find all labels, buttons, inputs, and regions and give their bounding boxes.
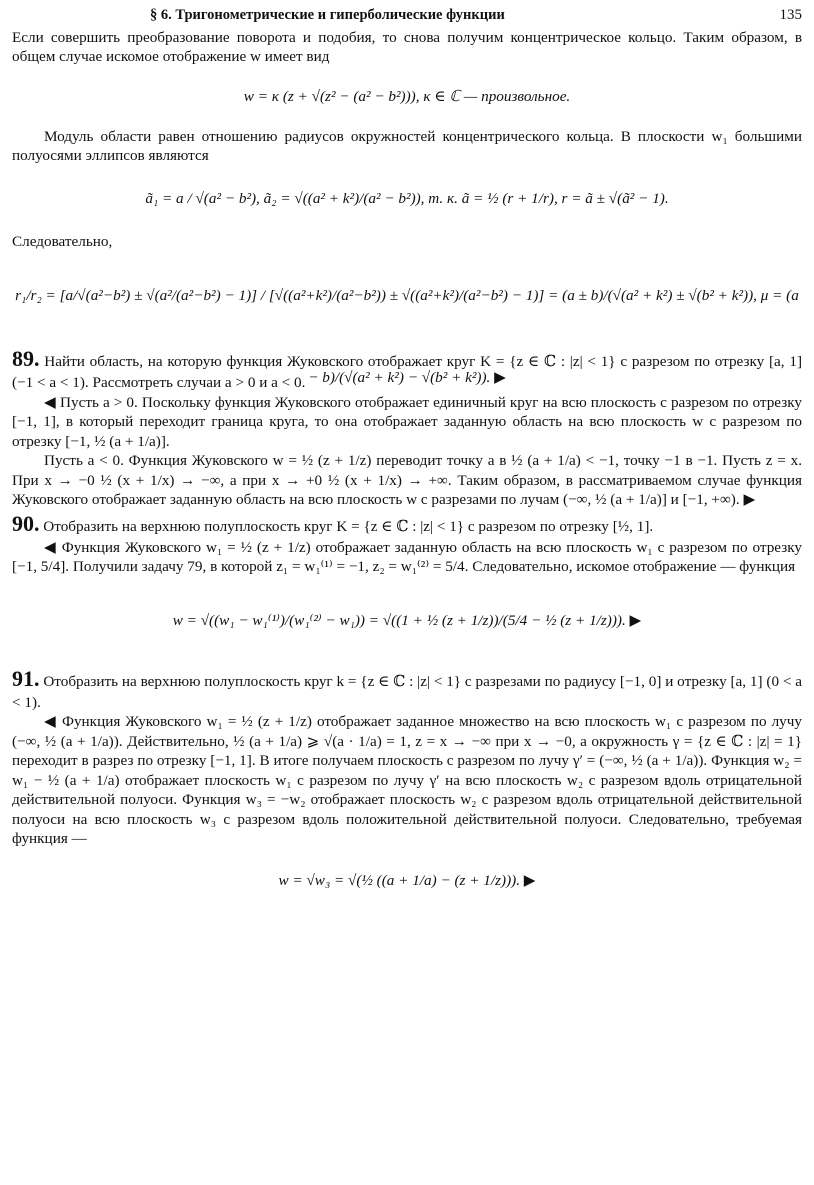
problem-91-text: Отобразить на верхнюю полуплоскость круг k = {z ∈ ℂ : |z| < 1} с разрезами по радиусу [−1, 0] и отрезку [a, 1] (0 < a < 1). <box>12 672 802 711</box>
problem-90-text: Отобразить на верхнюю полуплоскость круг K = {z ∈ ℂ : |z| < 1} с разрезом по отрезку [½, 1]. <box>43 517 654 535</box>
page <box>12 6 802 914</box>
page-number: 135 <box>779 7 802 23</box>
problem-90-statement <box>12 510 802 538</box>
formula-radius-ratio: r₁/r₂ = [a/√(a²−b²) ± √(a²/(a²−b²) − 1)] / [√((a²+k²)/(a²−b²)) ± √((a²+k²)/(a²−b²) − 1)] = (a ± b)/(√(a² + k²) ± √(b² + k²)), μ = (a − b)/(√(a² + k²) − √(b² + k²)). ▶ <box>15 287 799 387</box>
problem-90-solution: ◀ Функция Жуковского w₁ = ½ (z + 1/z) отображает заданную область на всю плоскость w₁ с разрезом по отрезку [−1, 5/4]. Получили задачу 79, в которой z₁ = w₁⁽¹⁾ = −1, z₂ = w₁⁽²⁾ = 5/4. Следовательно, искомое отображение — функция <box>12 538 802 576</box>
problem-89-number: 89. <box>12 346 40 372</box>
problem-91-statement <box>12 665 802 713</box>
formula-w-kappa: w = κ (z + √(z² − (a² − b²))), κ ∈ ℂ — произвольное. <box>243 87 571 105</box>
problem-89-solution-1: ◀ Пусть a > 0. Поскольку функция Жуковского отображает единичный круг на всю плоскость с разрезом по отрезку [−1, 1], в который переходит граница круга, то она отображает заданную область на всю плоскость w с разрезом по отрезку [−1, ½ (a + 1/a)]. <box>12 393 802 450</box>
problem-89-text: Найти область, на которую функция Жуковского отображает круг K = {z ∈ ℂ : |z| < 1} с разрезом по отрезку [a, 1] (−1 < a < 1). Рассмотреть случаи a > 0 и a < 0. <box>12 353 803 392</box>
problem-90-number: 90. <box>12 510 40 536</box>
problem-91-number: 91. <box>12 665 40 691</box>
intro-paragraph-1: Если совершить преобразование поворота и подобия, то снова получим концентрическое кольцо. Таким образом, в общем случае искомое отображение w имеет вид <box>12 29 802 66</box>
intro-paragraph-3: Следовательно, <box>12 232 113 250</box>
formula-problem-91: w = √w₃ = √(½ ((a + 1/a) − (z + 1/z))). ▶ <box>278 872 536 890</box>
formula-semiaxes: ã₁ = a / √(a² − b²), ã₂ = √((a² + k²)/(a² − b²)), т. к. ã = ½ (r + 1/r), r = ã ± √(ã² − 1). <box>145 189 669 207</box>
section-title: § 6. Тригонометрические и гиперболические функции <box>150 7 505 23</box>
problem-91-solution: ◀ Функция Жуковского w₁ = ½ (z + 1/z) отображает заданное множество на всю плоскость w₁ с разрезом по лучу (−∞, ½ (a + 1/a)). Действительно, ½ (a + 1/a) ⩾ √(a · 1/a) = 1, z = x → −∞ при x → −0, а окружность γ = {z ∈ ℂ : |z| = 1} переходит в разрез по отрезку [−1, 1]. В итоге получаем плоскость с разрезом по лучу γ′ = (−∞, ½ (a + 1/a)). Функция w₂ = w₁ − ½ (a + 1/a) отображает плоскость w₁ с разрезом по лучу γ′ на всю плоскость w₂ с разрезом вдоль отрицательной действительной полуоси. Функция w₃ = −w₂ отображает плоскость w₂ с разрезом вдоль отрицательной действительной полуоси на всю плоскость w₃ с разрезом вдоль положительной действительной полуоси. Следовательно, требуемая функция — <box>12 713 802 847</box>
intro-paragraph-2: Модуль области равен отношению радиусов окружностей концентрического кольца. В плоскости w₁ большими полуосями эллипсов являются <box>12 127 802 165</box>
problem-89-solution-2: Пусть a < 0. Функция Жуковского w = ½ (z + 1/z) переводит точку a в ½ (a + 1/a) < −1, точку −1 в −1. Пусть z = x. При x → −0 ½ (x + 1/x) → −∞, а при x → +0 ½ (x + 1/x) → +∞. Таким образом, в рассматриваемом случае функция Жуковского отображает заданную область на всю плоскость w с разрезами по лучам (−∞, ½ (a + 1/a)] и [−1, +∞). ▶ <box>12 452 802 509</box>
running-head <box>150 6 802 28</box>
formula-problem-90: w = √((w₁ − w₁⁽¹⁾)/(w₁⁽²⁾ − w₁)) = √((1 + ½ (z + 1/z))/(5/4 − ½ (z + 1/z))). ▶ <box>172 611 642 629</box>
